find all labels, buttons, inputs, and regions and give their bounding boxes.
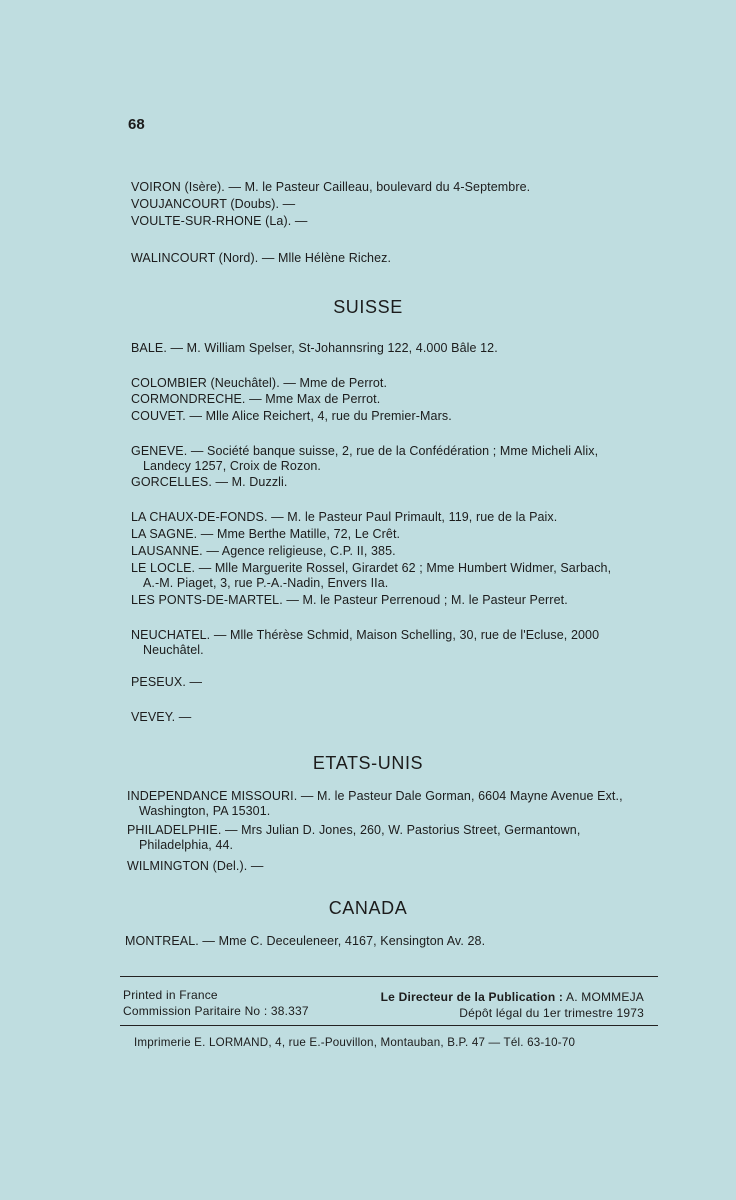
entry-line: GORCELLES. — M. Duzzli. bbox=[131, 475, 288, 489]
entry-colombier bbox=[131, 376, 671, 391]
entry-line: COLOMBIER (Neuchâtel). — Mme de Perrot. bbox=[131, 376, 388, 390]
entry-couvet bbox=[131, 409, 671, 424]
entry-les-ponts-de-martel bbox=[131, 593, 671, 608]
entry-line: WILMINGTON (Del.). — bbox=[127, 859, 264, 873]
entry-neuchatel bbox=[131, 628, 671, 658]
section-heading-etats-unis: ETATS-UNIS bbox=[312, 753, 424, 773]
entry-line: NEUCHATEL. — Mlle Thérèse Schmid, Maison Schelling, 30, rue de l'Ecluse, 2000 bbox=[131, 628, 600, 642]
entry-line: LAUSANNE. — Agence religieuse, C.P. II, 385. bbox=[131, 544, 396, 558]
director-line bbox=[381, 990, 644, 1005]
entry-voujancourt: VOUJANCOURT (Doubs). — bbox=[131, 197, 296, 211]
entry-philadelphie bbox=[127, 823, 667, 853]
entry-la-chaux-de-fonds bbox=[131, 510, 671, 525]
page-number: 68 bbox=[128, 116, 145, 133]
printed-in: Printed in France bbox=[123, 988, 218, 1002]
entry-line: MONTREAL. — Mme C. Deceuleneer, 4167, Kensington Av. 28. bbox=[125, 934, 486, 948]
section-heading-canada: CANADA bbox=[328, 898, 408, 918]
entry-montreal bbox=[125, 934, 665, 949]
entry-voiron: VOIRON (Isère). — M. le Pasteur Cailleau, boulevard du 4-Septembre. bbox=[131, 180, 531, 194]
entry-geneve bbox=[131, 444, 671, 474]
divider-rule-bottom bbox=[120, 1025, 658, 1026]
entry-continuation: Landecy 1257, Croix de Rozon. bbox=[143, 459, 322, 473]
entry-line: PESEUX. — bbox=[131, 675, 203, 689]
entry-line: PHILADELPHIE. — Mrs Julian D. Jones, 260, W. Pastorius Street, Germantown, bbox=[127, 823, 581, 837]
entry-la-sagne bbox=[131, 527, 671, 542]
entry-voulte: VOULTE-SUR-RHONE (La). — bbox=[131, 214, 308, 228]
entry-line: VEVEY. — bbox=[131, 710, 192, 724]
entry-continuation: Philadelphia, 44. bbox=[139, 838, 234, 852]
entry-line: INDEPENDANCE MISSOURI. — M. le Pasteur Dale Gorman, 6604 Mayne Avenue Ext., bbox=[127, 789, 623, 803]
entry-line: LA SAGNE. — Mme Berthe Matille, 72, Le Crêt. bbox=[131, 527, 401, 541]
entry-bale bbox=[131, 341, 671, 356]
imprimerie: Imprimerie E. LORMAND, 4, rue E.-Pouvillon, Montauban, B.P. 47 — Tél. 63-10-70 bbox=[134, 1036, 576, 1049]
entry-line: LE LOCLE. — Mlle Marguerite Rossel, Girardet 62 ; Mme Humbert Widmer, Sarbach, bbox=[131, 561, 612, 575]
entry-walincourt: WALINCOURT (Nord). — Mlle Hélène Richez. bbox=[131, 251, 392, 265]
entry-lausanne bbox=[131, 544, 671, 559]
entry-continuation: Washington, PA 15301. bbox=[139, 804, 271, 818]
depot-legal: Dépôt légal du 1er trimestre 1973 bbox=[459, 1006, 644, 1020]
entry-line: LES PONTS-DE-MARTEL. — M. le Pasteur Perrenoud ; M. le Pasteur Perret. bbox=[131, 593, 568, 607]
entry-vevey bbox=[131, 710, 671, 725]
entry-peseux bbox=[131, 675, 671, 690]
entry-continuation: Neuchâtel. bbox=[143, 643, 204, 657]
entry-gorcelles bbox=[131, 475, 671, 490]
entry-continuation: A.-M. Piaget, 3, rue P.-A.-Nadin, Envers IIa. bbox=[143, 576, 389, 590]
entry-line: LA CHAUX-DE-FONDS. — M. le Pasteur Paul Primault, 119, rue de la Paix. bbox=[131, 510, 558, 524]
entry-wilmington bbox=[127, 859, 667, 874]
entry-line: BALE. — M. William Spelser, St-Johannsring 122, 4.000 Bâle 12. bbox=[131, 341, 498, 355]
divider-rule-top bbox=[120, 976, 658, 977]
entry-line: CORMONDRECHE. — Mme Max de Perrot. bbox=[131, 392, 381, 406]
entry-le-locle bbox=[131, 561, 671, 591]
director-name: A. MOMMEJA bbox=[565, 990, 644, 1004]
entry-independance bbox=[127, 789, 667, 819]
entry-cormondreche bbox=[131, 392, 671, 407]
entry-line: GENEVE. — Société banque suisse, 2, rue de la Confédération ; Mme Micheli Alix, bbox=[131, 444, 599, 458]
section-heading-suisse: SUISSE bbox=[333, 297, 403, 317]
director-label: Le Directeur de la Publication : bbox=[380, 990, 564, 1004]
commission-paritaire: Commission Paritaire No : 38.337 bbox=[123, 1004, 309, 1018]
entry-line: COUVET. — Mlle Alice Reichert, 4, rue du Premier-Mars. bbox=[131, 409, 452, 423]
